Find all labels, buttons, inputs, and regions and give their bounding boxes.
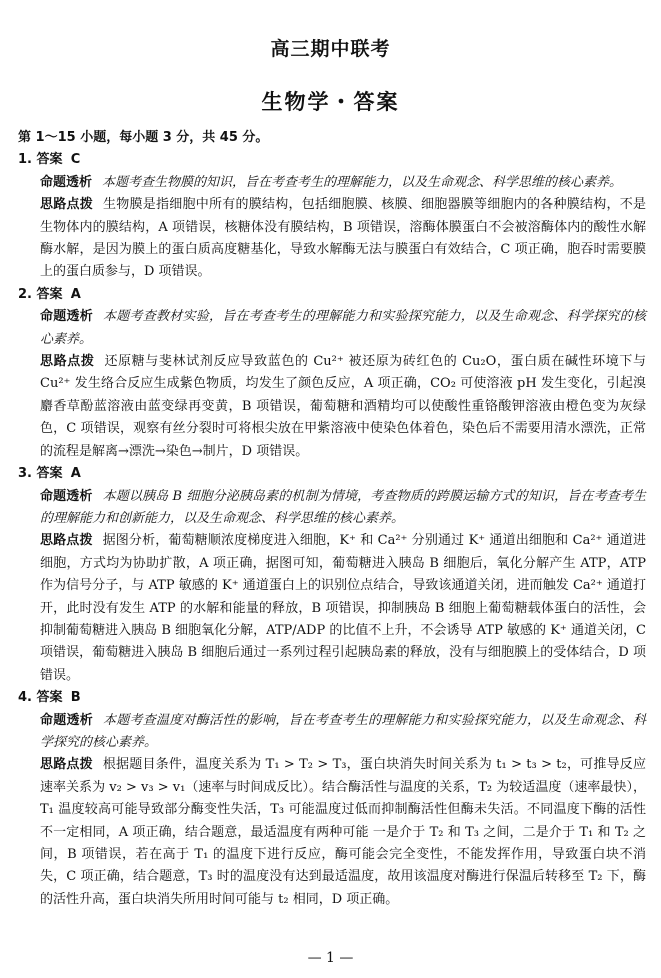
question-4-number: 4. 答案 bbox=[18, 690, 63, 706]
question-3-hint bbox=[18, 530, 646, 687]
analysis-label: 命题透析 bbox=[40, 488, 93, 504]
question-4-answer: B bbox=[70, 690, 81, 706]
exam-subtitle: 生物学・答案 bbox=[261, 90, 400, 114]
question-1-answer: C bbox=[70, 152, 81, 168]
question-4-analysis-text: 本题考查温度对酶活性的影响，旨在考查考生的理解能力和实验探究能力，以及生命观念、科学探究的核心素养。 bbox=[40, 712, 646, 750]
answer-body bbox=[18, 127, 646, 911]
question-2-answer: A bbox=[70, 286, 81, 302]
question-2-number: 2. 答案 bbox=[18, 286, 63, 302]
question-2-analysis bbox=[18, 306, 646, 351]
question-4-hint bbox=[18, 754, 646, 911]
question-1-answer-line bbox=[18, 149, 646, 171]
question-2-hint-text: 还原糖与斐林试剂反应导致蓝色的 Cu²⁺ 被还原为砖红色的 Cu₂O，蛋白质在碱性环境下与 Cu²⁺ 发生络合反应生成紫色物质，均发生了颜色反应，A 项正确，CO₂ 可使溶液 pH 发生变化，引起溴麝香草酚蓝溶液由蓝变绿再变黄，B 项错误，葡萄糖和酒精均可以使酸性重铬酸钾溶液由橙色变为灰绿色，C 项错误，观察有丝分裂时可将根尖放在甲紫溶液中使染色体着色，染色后不需要用清水漂洗，正常的流程是解离→漂洗→染色→制片，D 项错误。 bbox=[40, 354, 646, 459]
question-4-answer-line bbox=[18, 687, 646, 709]
question-3-hint-text: 据图分析，葡萄糖顺浓度梯度进入细胞，K⁺ 和 Ca²⁺ 分别通过 K⁺ 通道出细胞和 Ca²⁺ 通道进细胞，方式均为协助扩散，A 项正确，据图可知，葡萄糖进入胰岛 B 细胞后，氧化分解产生 ATP，ATP 作为信号分子，与 ATP 敏感的 K⁺ 通道蛋白上的识别位点结合，导致该通道关闭，进而触发 Ca²⁺ 通道打开，此时没有发生 ATP 的水解和能量的释放，B 项错误，抑制胰岛 B 细胞上葡萄糖载体蛋白的活性，会抑制葡萄糖进入胰岛 B 细胞氧化分解，ATP/ADP 的比值不上升，不会诱导 ATP 敏感的 K⁺ 通道关闭，C 项错误，葡萄糖进入胰岛 B 细胞后通过一系列过程引起胰岛素的释放，没有与细胞膜上的受体结合，D 项错误。 bbox=[40, 533, 646, 683]
section-intro: 第 1～15 小题，每小题 3 分，共 45 分。 bbox=[18, 130, 269, 145]
question-3-answer-line bbox=[18, 463, 646, 485]
page-number: — 1 — bbox=[307, 950, 354, 966]
analysis-label: 命题透析 bbox=[40, 174, 93, 190]
question-3-number: 3. 答案 bbox=[18, 466, 63, 482]
question-1-analysis-text: 本题考查生物膜的知识，旨在考查考生的理解能力，以及生命观念、科学思维的核心素养。 bbox=[102, 174, 623, 190]
hint-label: 思路点拨 bbox=[40, 197, 93, 213]
question-1-analysis bbox=[18, 172, 646, 194]
question-3-analysis-text: 本题以胰岛 B 细胞分泌胰岛素的机制为情境，考查物质的跨膜运输方式的知识，旨在考查考生的理解能力和创新能力，以及生命观念、科学思维的核心素养。 bbox=[40, 488, 646, 526]
question-2-answer-line bbox=[18, 284, 646, 306]
question-4-hint-text: 根据题目条件，温度关系为 T₁ > T₂ > T₃，蛋白块消失时间关系为 t₁ > t₃ > t₂，可推导反应速率关系为 v₂ > v₃ > v₁（速率与时间成反比）。结合酶活性与温度的关系，T₂ 为较适温度（速率最快），T₁ 温度较高可能导致部分酶变性失活，T₃ 可能温度过低而抑制酶活性但酶未失活。不同温度下酶的活性不一定相同，A 项正确，结合题意，最适温度有两种可能 一是介于 T₂ 和 T₃ 之间，二是介于 T₁ 和 T₂ 之间，B 项错误，若在高于 T₁ 的温度下进行反应，酶可能会完全变性，不能发挥作用，导致蛋白块不消失，C 项正确，结合题意，T₃ 时的温度没有达到最适温度，故用该温度对酶进行保温后转移至 T₂ 下，酶的活性升高，蛋白块消失所用时间可能与 t₂ 相同，D 项正确。 bbox=[40, 757, 646, 907]
question-2-analysis-text: 本题考查教材实验，旨在考查考生的理解能力和实验探究能力，以及生命观念、科学探究的核心素养。 bbox=[40, 309, 646, 347]
analysis-label: 命题透析 bbox=[40, 309, 93, 325]
hint-label: 思路点拨 bbox=[40, 533, 93, 549]
question-1-hint-text: 生物膜是指细胞中所有的膜结构，包括细胞膜、核膜、细胞器膜等细胞内的各种膜结构，不是生物体内的膜结构，A 项错误，核糖体没有膜结构，B 项错误，溶酶体膜蛋白不会被溶酶体内的酸性水解酶水解，是因为膜上的蛋白质高度糖基化，导致水解酶无法与膜蛋白有效结合，C 项正确，胞吞时需要膜上的蛋白质参与，D 项错误。 bbox=[40, 197, 646, 280]
question-3-analysis bbox=[18, 486, 646, 531]
question-3-answer: A bbox=[70, 466, 81, 482]
question-1-hint bbox=[18, 194, 646, 284]
hint-label: 思路点拨 bbox=[40, 757, 93, 773]
question-2-hint bbox=[18, 351, 646, 463]
analysis-label: 命题透析 bbox=[40, 712, 93, 728]
question-1-number: 1. 答案 bbox=[18, 152, 63, 168]
question-4-analysis bbox=[18, 710, 646, 755]
exam-title: 高三期中联考 bbox=[270, 38, 391, 60]
hint-label: 思路点拨 bbox=[40, 354, 95, 370]
